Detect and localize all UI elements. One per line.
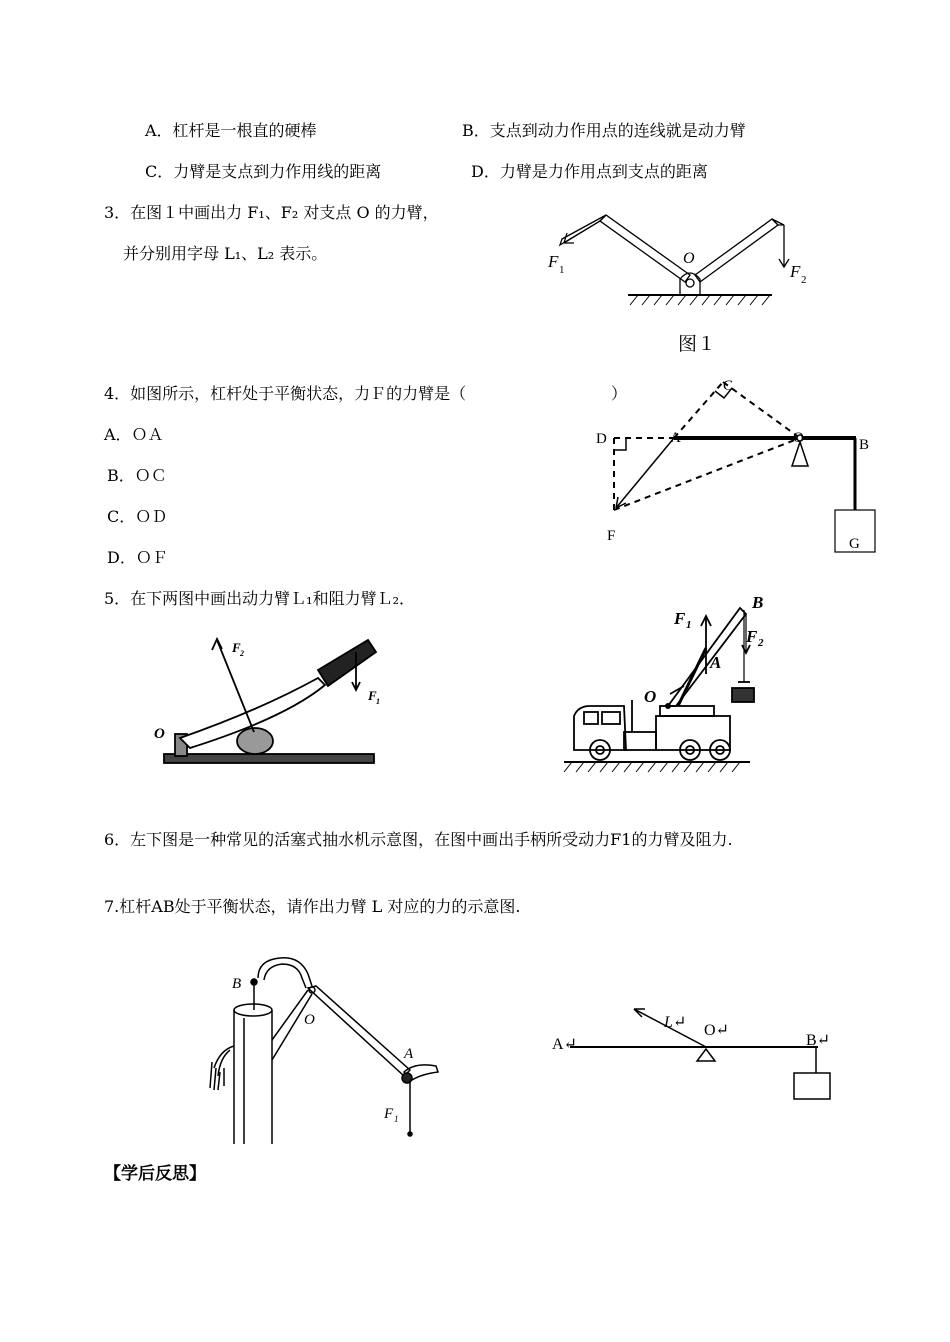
- f2-subscript: 2: [801, 274, 807, 286]
- f1-label: F: [548, 252, 559, 271]
- point-a-label: A: [710, 653, 722, 672]
- q4-stem: 4．如图所示，杠杆处于平衡状态，力Ｆ的力臂是（: [104, 384, 467, 403]
- f1-subscript: 1: [376, 697, 380, 706]
- f2-label: F: [790, 262, 801, 281]
- point-b-label: B: [232, 976, 242, 992]
- f1-subscript: 1: [559, 264, 565, 276]
- f1-subscript: 1: [686, 619, 692, 631]
- point-o-label: O: [304, 1012, 315, 1028]
- point-d-label: D: [596, 431, 607, 447]
- q4-option-a: A．ＯＡ: [104, 425, 164, 444]
- q5-crane-figure: [560, 590, 764, 780]
- q3-stem-line1: 3．在图１中画出力 F₁、F₂ 对支点 O 的力臂，: [104, 203, 439, 222]
- q4-option-b: B．ＯＣ: [107, 466, 167, 485]
- f1-label: F: [368, 688, 377, 703]
- f1-label: F: [384, 1106, 394, 1122]
- point-b-label: B↵: [806, 1032, 831, 1049]
- fulcrum-o-label: O: [683, 250, 695, 267]
- point-c-label: C: [723, 378, 734, 394]
- q4-lever-figure: [590, 370, 890, 560]
- q2-option-d: D．力臂是力作用点到支点的距离: [471, 162, 708, 181]
- point-a-label: A: [670, 430, 681, 446]
- f2-label: F: [232, 640, 241, 655]
- q7-lever-figure: [550, 1005, 850, 1115]
- f2-subscript: 2: [758, 637, 764, 649]
- figure-1-bent-lever: [540, 205, 820, 360]
- figure-1-caption: 图１: [678, 334, 717, 355]
- q2-option-c: C．力臂是支点到力作用线的距离: [145, 162, 382, 181]
- f1-subscript: 1: [394, 1114, 399, 1124]
- reflection-title: 【学后反思】: [104, 1164, 206, 1184]
- q6-stem: 6．左下图是一种常见的活塞式抽水机示意图，在图中画出手柄所受动力F1的力臂及阻力.: [104, 830, 733, 849]
- q5-stem: 5．在下两图中画出动力臂Ｌ₁和阻力臂Ｌ₂．: [104, 589, 416, 608]
- point-a-label: A: [404, 1046, 414, 1062]
- q7-stem: 7.杠杆AB处于平衡状态，请作出力臂 L 对应的力的示意图.: [104, 897, 521, 916]
- arm-l-label: L↵: [664, 1014, 687, 1031]
- f2-subscript: 2: [240, 649, 244, 658]
- q4-close-paren: ）: [611, 384, 628, 403]
- weight-g-label: G: [849, 536, 860, 552]
- point-b-label: B: [752, 593, 764, 612]
- f2-label: F: [746, 627, 758, 646]
- point-o-label: O↵: [704, 1022, 729, 1039]
- q5-knife-figure: [150, 630, 390, 775]
- fulcrum-o-label: O: [154, 726, 165, 742]
- q2-option-a: A．杠杆是一根直的硬棒: [145, 121, 317, 140]
- q4-option-d: D．ＯＦ: [107, 548, 168, 567]
- q4-option-c: C．ＯＤ: [107, 507, 168, 526]
- q3-stem-line2: 并分别用字母 L₁、L₂ 表示。: [123, 244, 328, 263]
- point-o-label: O: [644, 687, 657, 706]
- point-b-label: B: [859, 437, 870, 453]
- q2-option-b: B．支点到动力作用点的连线就是动力臂: [462, 121, 746, 140]
- f1-label: F: [674, 609, 686, 628]
- point-a-label: A↵: [552, 1036, 577, 1053]
- q6-pump-figure: [200, 950, 450, 1150]
- force-f-label: F: [607, 528, 616, 544]
- point-o-label: O: [793, 430, 804, 446]
